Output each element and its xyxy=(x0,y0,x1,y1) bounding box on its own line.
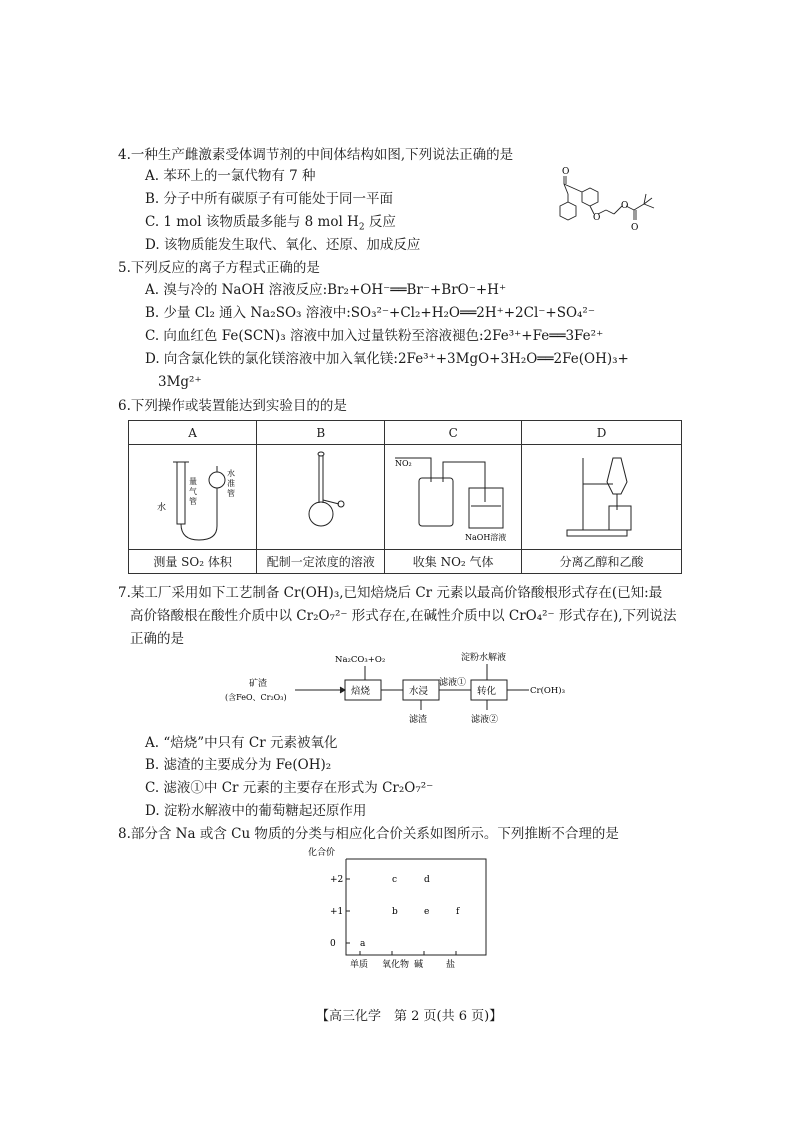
label-level-3: 管 xyxy=(226,488,235,498)
flow-ore: 矿渣 xyxy=(249,679,268,689)
q6-caption-a: 测量 SO₂ 体积 xyxy=(129,550,257,574)
label-level-2: 准 xyxy=(226,478,235,488)
q8-stem: 8.部分含 Na 或含 Cu 物质的分类与相应化合价关系如图所示。下列推断不合理的是 xyxy=(118,826,619,842)
flow-starch: 淀粉水解液 xyxy=(461,653,507,663)
q6-header-b: B xyxy=(257,421,385,445)
flow-box-roast: 焙烧 xyxy=(351,686,371,697)
chart-frame xyxy=(346,859,486,955)
flow-filtrate2: 滤液② xyxy=(471,715,499,725)
molecular-structure xyxy=(542,160,672,242)
x-tick-label: 盐 xyxy=(446,960,456,970)
q6-apparatus-table xyxy=(128,420,682,574)
label-burette-2: 气 xyxy=(188,486,197,496)
y-tick-label: +1 xyxy=(330,907,344,917)
label-burette-1: 量 xyxy=(188,476,197,486)
q6-apparatus-d xyxy=(522,445,682,550)
point-c: c xyxy=(392,875,398,885)
q6-caption-d: 分离乙醇和乙酸 xyxy=(522,550,682,574)
struct-o-carbonyl: O xyxy=(631,223,639,233)
q6-apparatus-a xyxy=(129,445,257,550)
q5-option-d-cont: 3Mg²⁺ xyxy=(158,374,202,390)
q6-caption-c: 收集 NO₂ 气体 xyxy=(385,550,522,574)
q4-option-d: D. 该物质能发生取代、氧化、还原、加成反应 xyxy=(145,237,421,253)
q6-header-a: A xyxy=(129,421,257,445)
label-water: 水 xyxy=(156,502,166,513)
flow-product: Cr(OH)₃ xyxy=(530,686,565,696)
x-tick-label: 氧化物 xyxy=(382,960,410,970)
valence-chart xyxy=(300,845,500,970)
q6-apparatus-b xyxy=(257,445,385,550)
q7-option-a: A. “焙烧”中只有 Cr 元素被氧化 xyxy=(145,735,338,751)
struct-o-ketone: O xyxy=(562,167,570,177)
point-f: f xyxy=(456,907,460,917)
q6-header-d: D xyxy=(522,421,682,445)
q4-stem: 4.一种生产雌激素受体调节剂的中间体结构如图,下列说法正确的是 xyxy=(118,147,514,163)
x-tick-label: 单质 xyxy=(350,960,369,970)
flow-filtrate1: 滤液① xyxy=(439,678,467,688)
q6-stem: 6.下列操作或装置能达到实验目的的是 xyxy=(118,398,347,414)
x-tick-label: 碱 xyxy=(414,960,424,970)
label-level-1: 水 xyxy=(226,468,235,478)
q4-option-c xyxy=(145,213,396,237)
q7-option-d: D. 淀粉水解液中的葡萄糖起还原作用 xyxy=(145,803,367,819)
struct-o-ester: O xyxy=(621,201,629,211)
q4-option-a: A. 苯环上的一氯代物有 7 种 xyxy=(145,168,316,184)
flow-box-convert: 转化 xyxy=(477,686,497,697)
flow-residue: 滤渣 xyxy=(409,715,428,725)
gas-burette-diagram xyxy=(133,448,253,544)
q6-apparatus-c xyxy=(385,445,522,550)
q4-option-b: B. 分子中所有碳原子有可能处于同一平面 xyxy=(145,191,394,207)
label-burette-3: 管 xyxy=(188,496,197,506)
separatory-funnel-diagram xyxy=(527,448,677,544)
chart-ylabel: 化合价 xyxy=(308,848,336,858)
chart-ticks xyxy=(330,875,456,970)
q6-caption-b: 配制一定浓度的溶液 xyxy=(257,550,385,574)
point-b: b xyxy=(392,907,398,917)
process-flow-diagram xyxy=(225,652,585,737)
flow-ore-note: (含FeO、Cr₂O₃) xyxy=(225,693,287,702)
q5-option-c: C. 向血红色 Fe(SCN)₃ 溶液中加入过量铁粉至溶液褪色:2Fe³⁺+Fe══3Fe²⁺ xyxy=(145,328,604,344)
q4-option-c-tail: 反应 xyxy=(364,214,396,230)
flow-reagent: Na₂CO₃+O₂ xyxy=(335,655,386,665)
chart-points xyxy=(360,875,460,949)
q7-stem-line3: 正确的是 xyxy=(130,631,184,647)
q4-option-c-sub: 2 xyxy=(358,222,365,233)
q4-option-c-text: C. 1 mol 该物质最多能与 8 mol H xyxy=(145,214,359,230)
q6-header-c: C xyxy=(385,421,522,445)
struct-o-ether: O xyxy=(593,213,601,223)
q5-stem: 5.下列反应的离子方程式正确的是 xyxy=(118,260,320,276)
benzene-ring-right xyxy=(582,188,598,206)
volumetric-flask-diagram xyxy=(261,448,381,544)
q7-stem-line2: 高价铬酸根在酸性介质中以 Cr₂O₇²⁻ 形式存在,在碱性介质中以 CrO₄²⁻ 形式存在),下列说法 xyxy=(130,608,677,624)
q7-option-c: C. 滤液①中 Cr 元素的主要存在形式为 Cr₂O₇²⁻ xyxy=(145,780,434,796)
point-e: e xyxy=(424,907,430,917)
point-a: a xyxy=(360,939,366,949)
q5-option-d: D. 向含氯化铁的氯化镁溶液中加入氧化镁:2Fe³⁺+3MgO+3H₂O══2Fe(OH)₃+ xyxy=(145,351,629,367)
label-naoh-solution: NaOH溶液 xyxy=(465,532,507,542)
q7-stem-line1: 7.某工厂采用如下工艺制备 Cr(OH)₃,已知焙烧后 Cr 元素以最高价铬酸根形式存在(已知:最 xyxy=(118,585,663,601)
flow-box-leach: 水浸 xyxy=(409,686,429,697)
y-tick-label: 0 xyxy=(330,939,336,949)
page-footer: 【高三化学 第 2 页(共 6 页)】 xyxy=(316,1009,503,1024)
benzene-ring-left xyxy=(560,202,576,220)
label-no2: NO₂ xyxy=(395,458,412,468)
q7-option-b: B. 滤渣的主要成分为 Fe(OH)₂ xyxy=(145,757,332,773)
q5-option-b: B. 少量 Cl₂ 通入 Na₂SO₃ 溶液中:SO₃²⁻+Cl₂+H₂O══2H⁺+2Cl⁻+SO₄²⁻ xyxy=(145,305,595,321)
q5-option-a: A. 溴与冷的 NaOH 溶液反应:Br₂+OH⁻══Br⁻+BrO⁻+H⁺ xyxy=(145,282,507,298)
point-d: d xyxy=(424,875,430,885)
gas-collection-diagram xyxy=(389,448,517,544)
y-tick-label: +2 xyxy=(330,875,344,885)
